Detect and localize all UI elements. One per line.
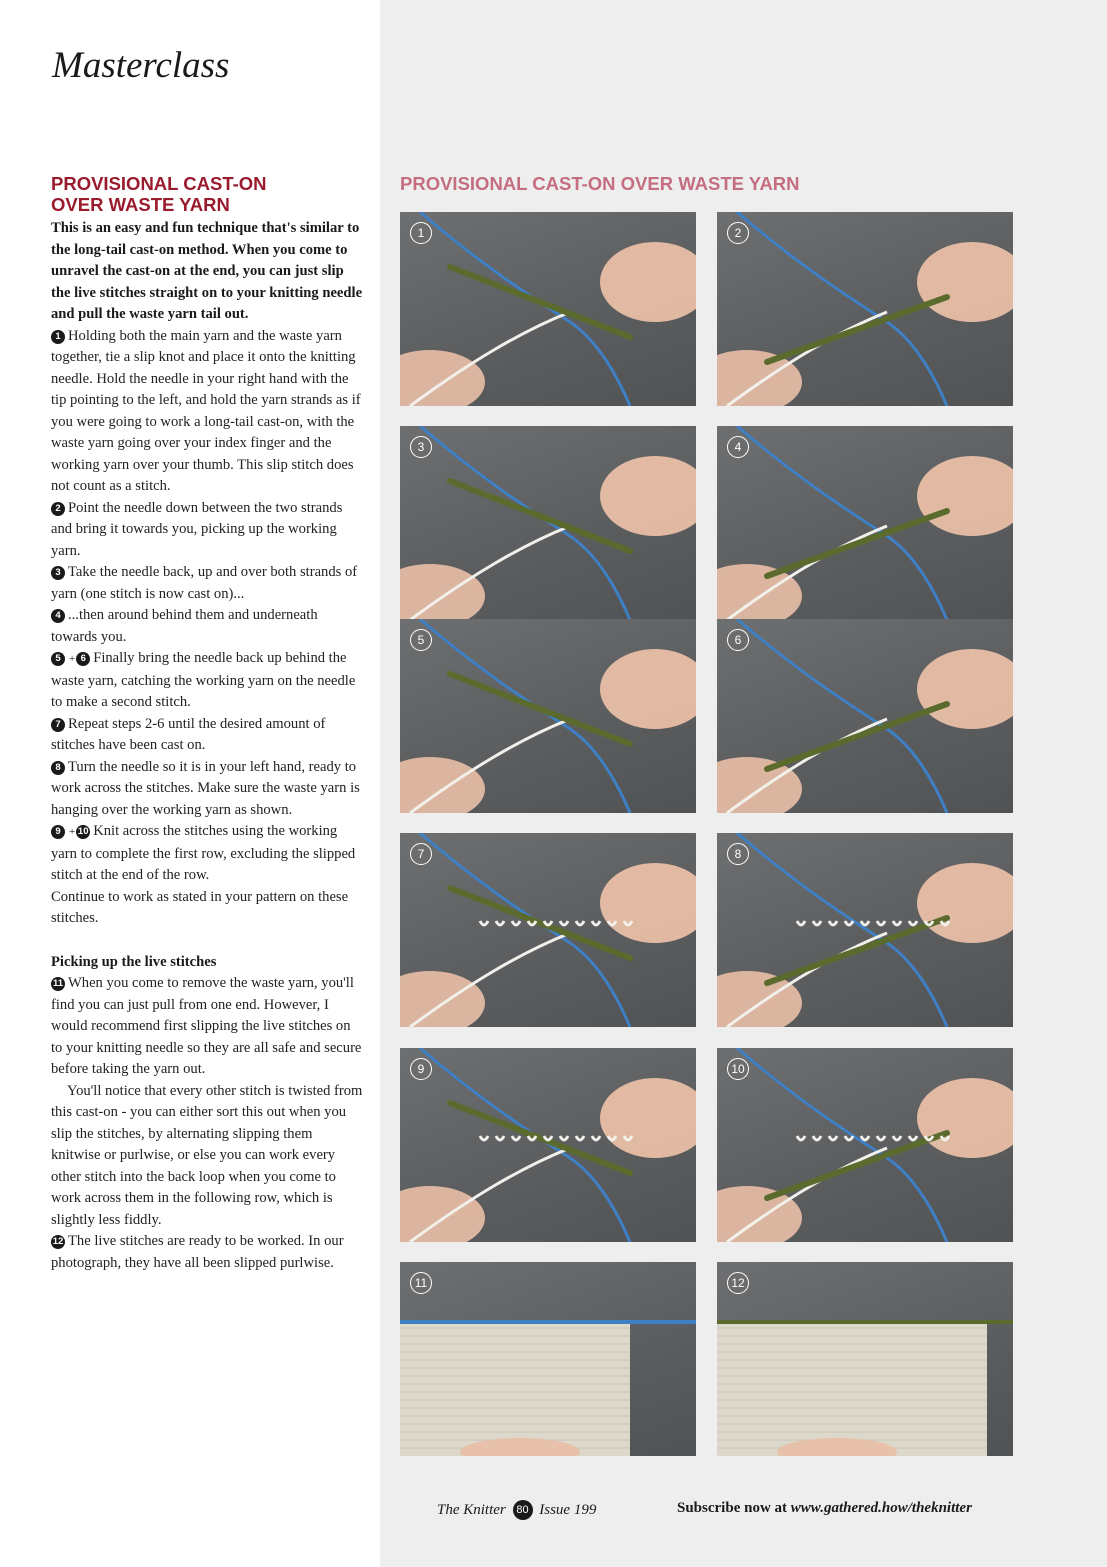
photo-step-label: 11	[410, 1272, 432, 1294]
step-text: When you come to remove the waste yarn, you'll find you can just pull from one end. However, I would recommend first slipping the live stitches on to your knitting needle so they are all safe and secure before taking the yarn out.	[51, 975, 362, 1077]
knitting-illustration	[400, 426, 696, 620]
knitting-illustration	[717, 1048, 1013, 1242]
step-text: Holding both the main yarn and the waste yarn together, tie a slip knot and place it onto the knitting needle. Hold the needle in your right hand with the tip pointing to the left, and hold the yarn strands as if you were going to work a long-tail cast-on, with the waste yarn going over your index finger and the working yarn over your thumb. This slip stitch does not count as a stitch.	[51, 327, 361, 494]
step-photo-6	[717, 619, 1013, 813]
step-number-badge: 8	[51, 761, 65, 775]
step-text: Repeat steps 2-6 until the desired amount of stitches have been cast on.	[51, 715, 326, 753]
knitting-illustration	[717, 212, 1013, 406]
step-photo-11	[400, 1262, 696, 1456]
photo-step-label: 1	[410, 222, 432, 244]
step-12	[51, 1231, 363, 1274]
knitting-illustration	[400, 619, 696, 813]
instructions-column	[51, 173, 363, 1274]
step-number-badge: 7	[51, 718, 65, 732]
section-title-line1: PROVISIONAL CAST-ON	[51, 173, 267, 194]
subheading-picking-up: Picking up the live stitches	[51, 953, 217, 970]
step-number-badge: 10	[77, 826, 89, 837]
knitting-illustration	[717, 426, 1013, 620]
step-photo-12	[717, 1262, 1013, 1456]
photo-section-title: PROVISIONAL CAST-ON OVER WASTE YARN	[400, 173, 800, 194]
issue-number: Issue 199	[539, 1502, 597, 1518]
step-8	[51, 757, 363, 822]
continue-paragraph: Continue to work as stated in your pattern on these stitches.	[51, 888, 349, 926]
step-number-badge: 6	[76, 652, 90, 666]
subscribe-text: Subscribe now at	[677, 1500, 788, 1516]
step-4	[51, 605, 363, 648]
photo-step-label: 3	[410, 436, 432, 458]
footer-magazine	[437, 1500, 596, 1520]
knitting-illustration	[717, 833, 1013, 1027]
plus-sign: +	[69, 653, 76, 665]
step-number-badge: 9	[51, 825, 65, 839]
step-photo-9	[400, 1048, 696, 1242]
knitting-illustration	[717, 619, 1013, 813]
photo-step-label: 10	[727, 1058, 749, 1080]
step-photo-7	[400, 833, 696, 1027]
step-number-badge: 11	[52, 978, 64, 989]
knitting-illustration	[400, 1048, 696, 1242]
page-header: Masterclass	[52, 45, 230, 86]
step-photo-5	[400, 619, 696, 813]
step-7	[51, 714, 363, 757]
intro-paragraph: This is an easy and fun technique that's similar to the long-tail cast-on method. When you come to unravel the cast-on at the end, you can just slip the live stitches straight on to your knitting needle and pull the waste yarn tail out.	[51, 220, 363, 322]
photo-step-label: 5	[410, 629, 432, 651]
step-number-badge: 2	[51, 502, 65, 516]
step-photo-8	[717, 833, 1013, 1027]
photo-step-label: 8	[727, 843, 749, 865]
footer-subscribe	[677, 1500, 972, 1517]
step-number-badge: 1	[51, 330, 65, 344]
knitting-illustration	[717, 1262, 1013, 1456]
section-title-line2: OVER WASTE YARN	[51, 194, 230, 215]
step-photo-10	[717, 1048, 1013, 1242]
step-photo-3	[400, 426, 696, 620]
step-text: Take the needle back, up and over both strands of yarn (one stitch is now cast on)...	[51, 564, 358, 602]
page-number-badge: 80	[513, 1500, 533, 1520]
step-2	[51, 498, 363, 563]
step-1	[51, 326, 363, 498]
step-photo-2	[717, 212, 1013, 406]
knitting-illustration	[400, 833, 696, 1027]
step-9-10	[51, 821, 363, 887]
knitting-illustration	[400, 212, 696, 406]
step-text: Turn the needle so it is in your left hand, ready to work across the stitches. Make sure the waste yarn is hanging over the working yarn as shown.	[51, 758, 360, 818]
twist-paragraph: You'll notice that every other stitch is twisted from this cast-on - you can either sort this out when you slip the stitches, by alternating slipping them knitwise or purlwise, or else you can work every other stitch into the back loop when you come to work across them in the following row, which is slightly less fiddly.	[51, 1082, 363, 1228]
photo-step-label: 4	[727, 436, 749, 458]
step-11	[51, 973, 363, 1081]
step-number-badge: 4	[51, 609, 65, 623]
section-title	[51, 173, 363, 215]
subscribe-url[interactable]: www.gathered.how/theknitter	[790, 1500, 972, 1516]
step-3	[51, 562, 363, 605]
photo-step-label: 6	[727, 629, 749, 651]
photo-step-label: 7	[410, 843, 432, 865]
step-text: The live stitches are ready to be worked. In our photograph, they have all been slipped purlwise.	[51, 1233, 344, 1271]
step-number-badge: 3	[51, 566, 65, 580]
step-number-badge: 12	[52, 1236, 64, 1247]
step-text: Knit across the stitches using the working yarn to complete the first row, excluding the slipped stitch at the end of the row.	[51, 823, 356, 883]
knitting-illustration	[400, 1262, 696, 1456]
step-number-badge: 5	[51, 652, 65, 666]
magazine-name: The Knitter	[437, 1502, 506, 1518]
photo-step-label: 9	[410, 1058, 432, 1080]
plus-sign: +	[69, 826, 76, 838]
step-photo-1	[400, 212, 696, 406]
step-text: ...then around behind them and underneath towards you.	[51, 607, 318, 645]
step-text: Finally bring the needle back up behind the waste yarn, catching the working yarn on the needle to make a second stitch.	[51, 650, 356, 710]
step-5-6	[51, 648, 363, 714]
step-photo-4	[717, 426, 1013, 620]
step-text: Point the needle down between the two strands and bring it towards you, picking up the working yarn.	[51, 499, 343, 559]
photo-step-label: 2	[727, 222, 749, 244]
photo-step-label: 12	[727, 1272, 749, 1294]
